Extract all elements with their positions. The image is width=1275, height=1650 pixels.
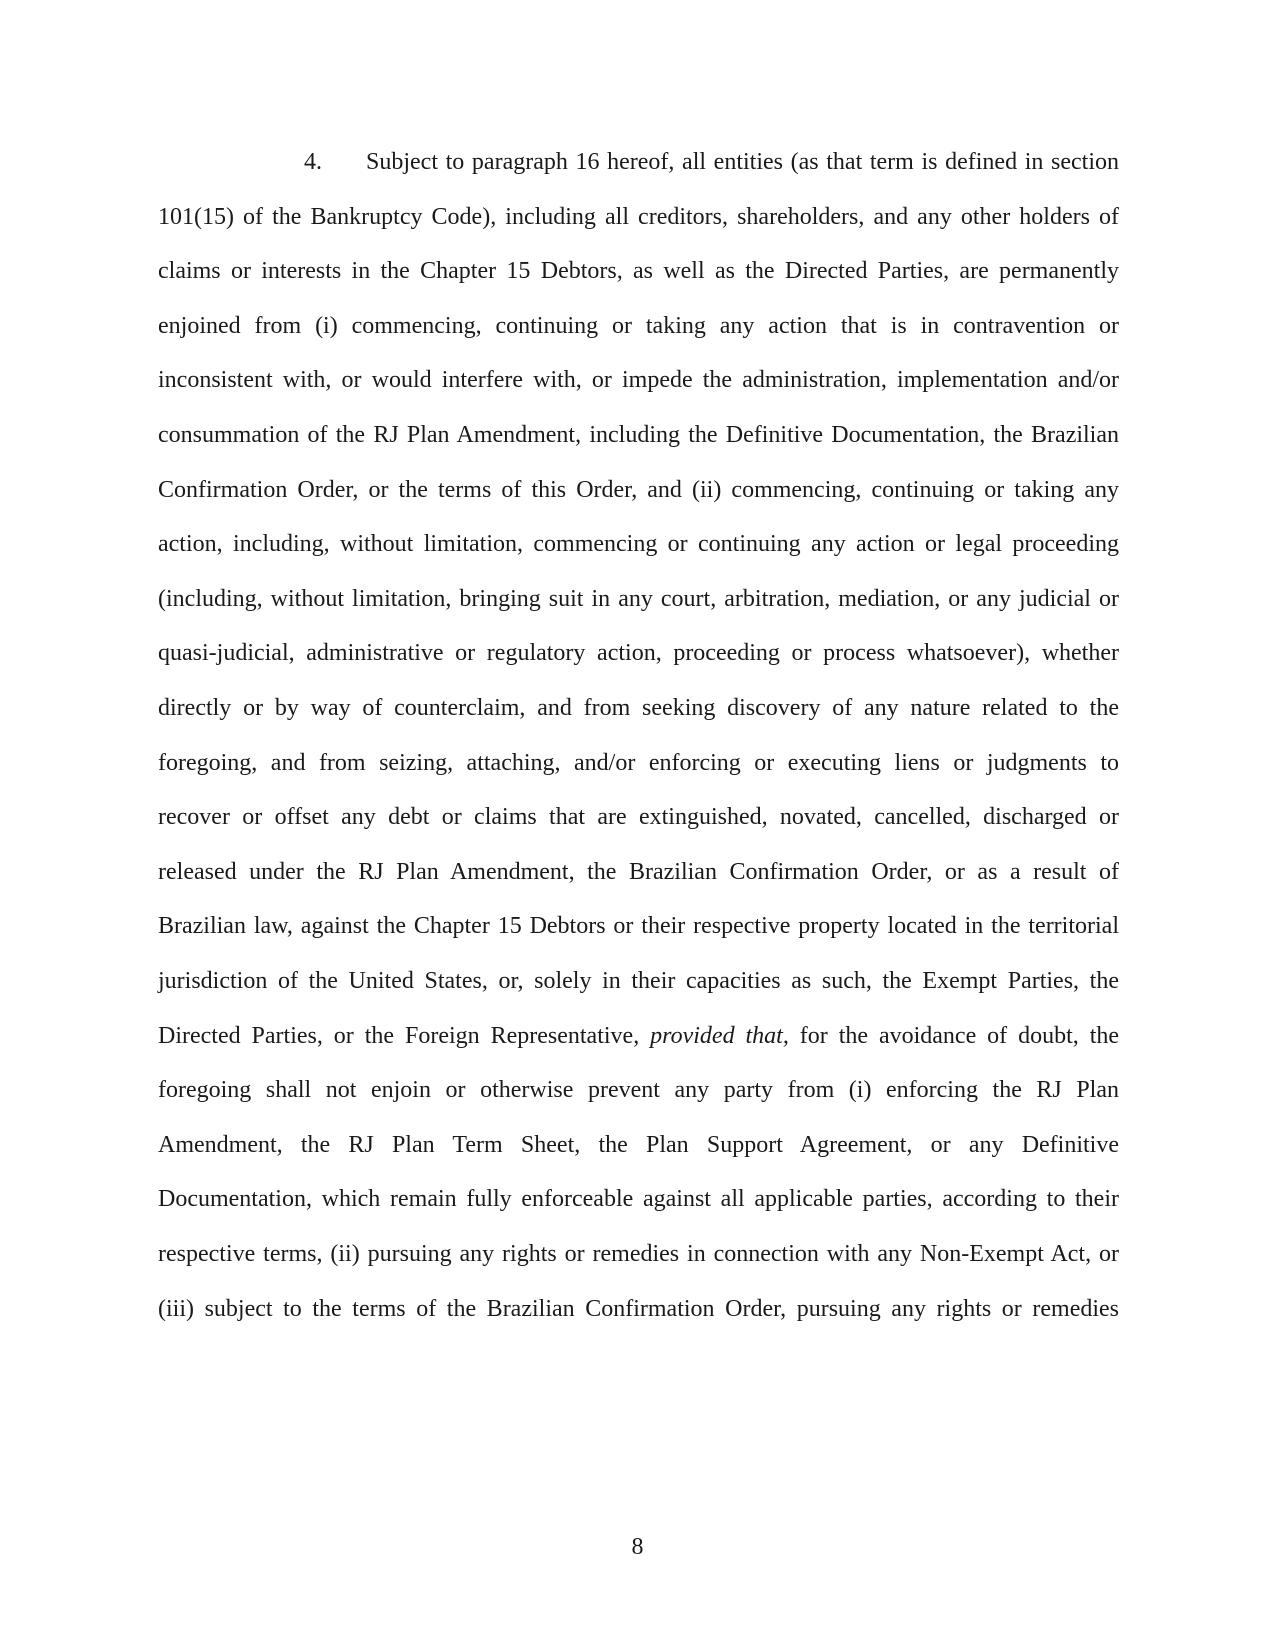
paragraph-line-11: directly or by way of counterclaim, and from seeking discovery of any nature related to the (158, 695, 1119, 721)
paragraph-line-18: foregoing shall not enjoin or otherwise prevent any party from (i) enforcing the RJ Plan (158, 1077, 1119, 1104)
line-17-text-after: for the avoidance of doubt, the (788, 1022, 1120, 1049)
paragraph-line-6: consummation of the RJ Plan Amendment, including the Definitive Documentation, the Brazilian (158, 422, 1119, 448)
paragraph-line-1 (304, 142, 1119, 182)
paragraph-line-17 (158, 1016, 1119, 1056)
paragraph-line-5: inconsistent with, or would interfere with, or impede the administration, implementation and/or (158, 367, 1119, 394)
line-17-text-before: Directed Parties, or the Foreign Representative, (158, 1022, 651, 1049)
paragraph-line-8: action, including, without limitation, commencing or continuing any action or legal proceeding (158, 531, 1119, 558)
paragraph-line-2: 101(15) of the Bankruptcy Code), including all creditors, shareholders, and any other holders of (158, 203, 1119, 230)
paragraph-line-20: Documentation, which remain fully enforceable against all applicable parties, according to their (158, 1186, 1119, 1213)
paragraph-line-10: quasi-judicial, administrative or regulatory action, proceeding or process whatsoever), whether (158, 640, 1119, 667)
paragraph-line-9: (including, without limitation, bringing suit in any court, arbitration, mediation, or any judicial or (158, 585, 1119, 612)
paragraph-line-21: respective terms, (ii) pursuing any rights or remedies in connection with any Non-Exempt Act, or (158, 1241, 1119, 1267)
paragraph-line-13: recover or offset any debt or claims that are extinguished, novated, cancelled, discharged or (158, 804, 1119, 831)
paragraph-line-7: Confirmation Order, or the terms of this Order, and (ii) commencing, continuing or taking any (158, 476, 1119, 503)
paragraph-line-16: jurisdiction of the United States, or, solely in their capacities as such, the Exempt Parties, the (158, 968, 1119, 994)
paragraph-line-3: claims or interests in the Chapter 15 Debtors, as well as the Directed Parties, are permanently (158, 258, 1119, 285)
paragraph-line-14: released under the RJ Plan Amendment, the Brazilian Confirmation Order, or as a result of (158, 858, 1119, 885)
paragraph-line-22: (iii) subject to the terms of the Brazilian Confirmation Order, pursuing any rights or remedies (158, 1295, 1119, 1322)
paragraph-line-19: Amendment, the RJ Plan Term Sheet, the Plan Support Agreement, or any Definitive (158, 1131, 1119, 1158)
paragraph-line-15: Brazilian law, against the Chapter 15 Debtors or their respective property located in the territorial (158, 913, 1119, 940)
paragraph-line-12: foregoing, and from seizing, attaching, and/or enforcing or executing liens or judgments to (158, 749, 1119, 776)
paragraph-line-4: enjoined from (i) commencing, continuing or taking any action that is in contravention or (158, 312, 1119, 339)
page-number: 8 (631, 1534, 644, 1560)
provided-that-italic: provided that, (650, 1022, 789, 1049)
paragraph-number: 4. (304, 149, 322, 175)
paragraph-line-1-text: Subject to paragraph 16 hereof, all entities (as that term is defined in section (366, 149, 1119, 175)
